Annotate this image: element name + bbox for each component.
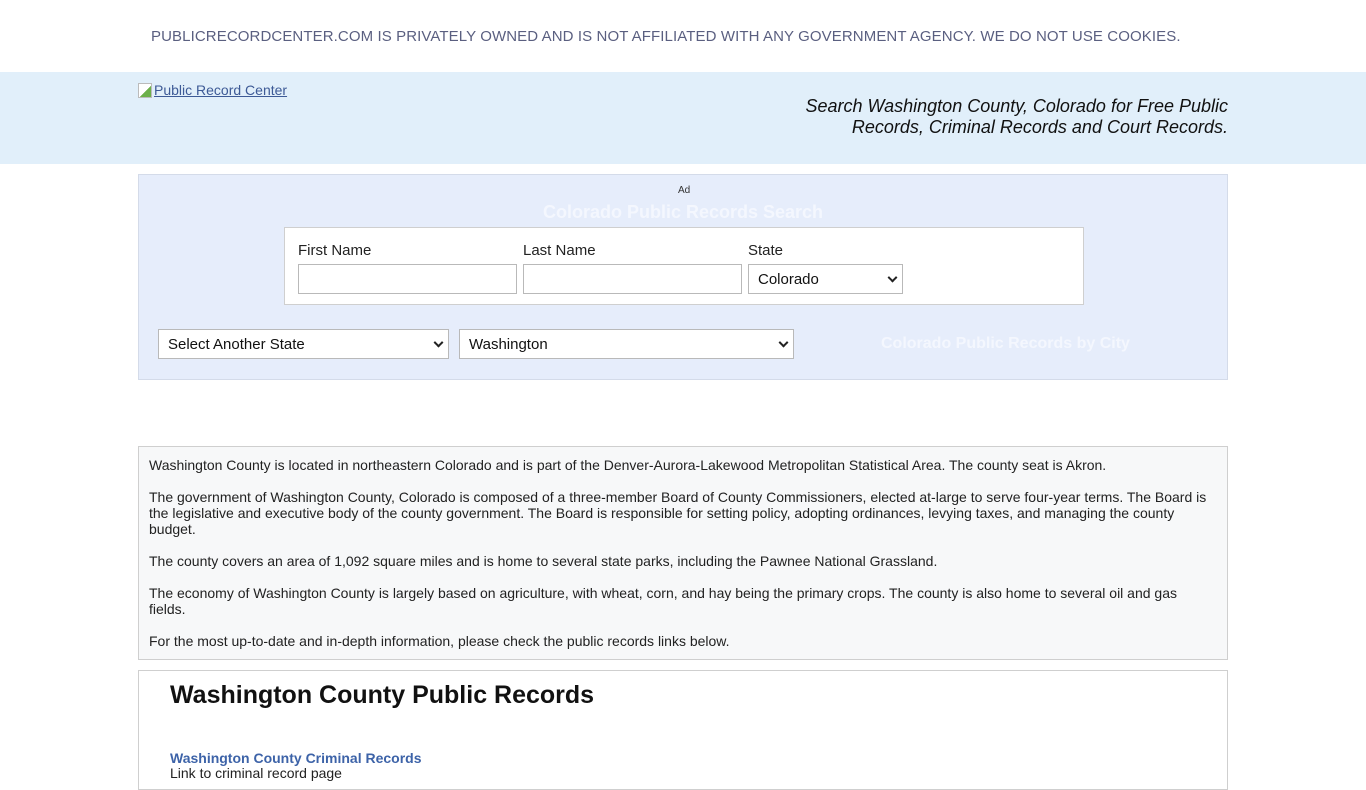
ad-label: Ad	[678, 185, 691, 196]
description-paragraph: The government of Washington County, Colorado is composed of a three-member Board of County Commissioners, elected at-large to serve four-year terms. The Board is the legislative and executive body of the county government. The Board is responsible for setting policy, adopting ordinances, levying taxes, and managing the county budget.	[149, 489, 1207, 537]
page-tagline: Search Washington County, Colorado for Free Public Records, Criminal Records and Court Records.	[805, 96, 1228, 137]
chevron-down-icon	[434, 338, 444, 348]
state-select[interactable]	[748, 264, 903, 294]
description-paragraph: Washington County is located in northeastern Colorado and is part of the Denver-Aurora-Lakewood Metropolitan Statistical Area. The county seat is Akron.	[149, 457, 1107, 473]
criminal-records-link[interactable]: Washington County Criminal Records	[170, 750, 422, 766]
broken-image-icon	[138, 83, 152, 98]
logo-link[interactable]	[138, 82, 287, 98]
criminal-records-desc: Link to criminal record page	[170, 765, 342, 781]
first-name-group	[298, 242, 517, 294]
description-paragraph: For the most up-to-date and in-depth information, please check the public records links below.	[149, 633, 730, 649]
search-title: Colorado Public Records Search	[542, 202, 824, 222]
last-name-group	[523, 242, 742, 294]
public-records-section	[138, 670, 1228, 790]
state-label: State	[748, 242, 784, 259]
description-paragraph: The county covers an area of 1,092 square miles and is home to several state parks, including the Pawnee National Grassland.	[149, 553, 938, 569]
first-name-label: First Name	[298, 242, 372, 259]
records-by-city-link[interactable]: Colorado Public Records by City	[881, 335, 1130, 352]
county-select[interactable]	[459, 329, 794, 359]
state-group	[748, 242, 903, 294]
first-name-input[interactable]	[298, 264, 517, 294]
state-select-value: Colorado	[758, 270, 819, 288]
county-description	[138, 446, 1228, 660]
description-paragraph: The economy of Washington County is largely based on agriculture, with wheat, corn, and hay being the primary crops. The county is also home to several oil and gas fields.	[149, 585, 1177, 617]
chevron-down-icon	[888, 273, 898, 283]
logo-alt-text: Public Record Center	[154, 82, 288, 98]
another-state-value: Select Another State	[168, 335, 305, 353]
last-name-input[interactable]	[523, 264, 742, 294]
another-state-select[interactable]	[158, 329, 449, 359]
records-heading: Washington County Public Records	[170, 681, 595, 709]
county-select-value: Washington	[469, 335, 548, 353]
disclaimer-banner: PUBLICRECORDCENTER.COM IS PRIVATELY OWNED AND IS NOT AFFILIATED WITH ANY GOVERNMENT AGENCY. WE DO NOT USE COOKIES.	[151, 27, 1181, 45]
last-name-label: Last Name	[523, 242, 596, 259]
site-header	[0, 72, 1366, 164]
search-form	[284, 227, 1084, 305]
search-panel	[138, 174, 1228, 380]
chevron-down-icon	[779, 338, 789, 348]
